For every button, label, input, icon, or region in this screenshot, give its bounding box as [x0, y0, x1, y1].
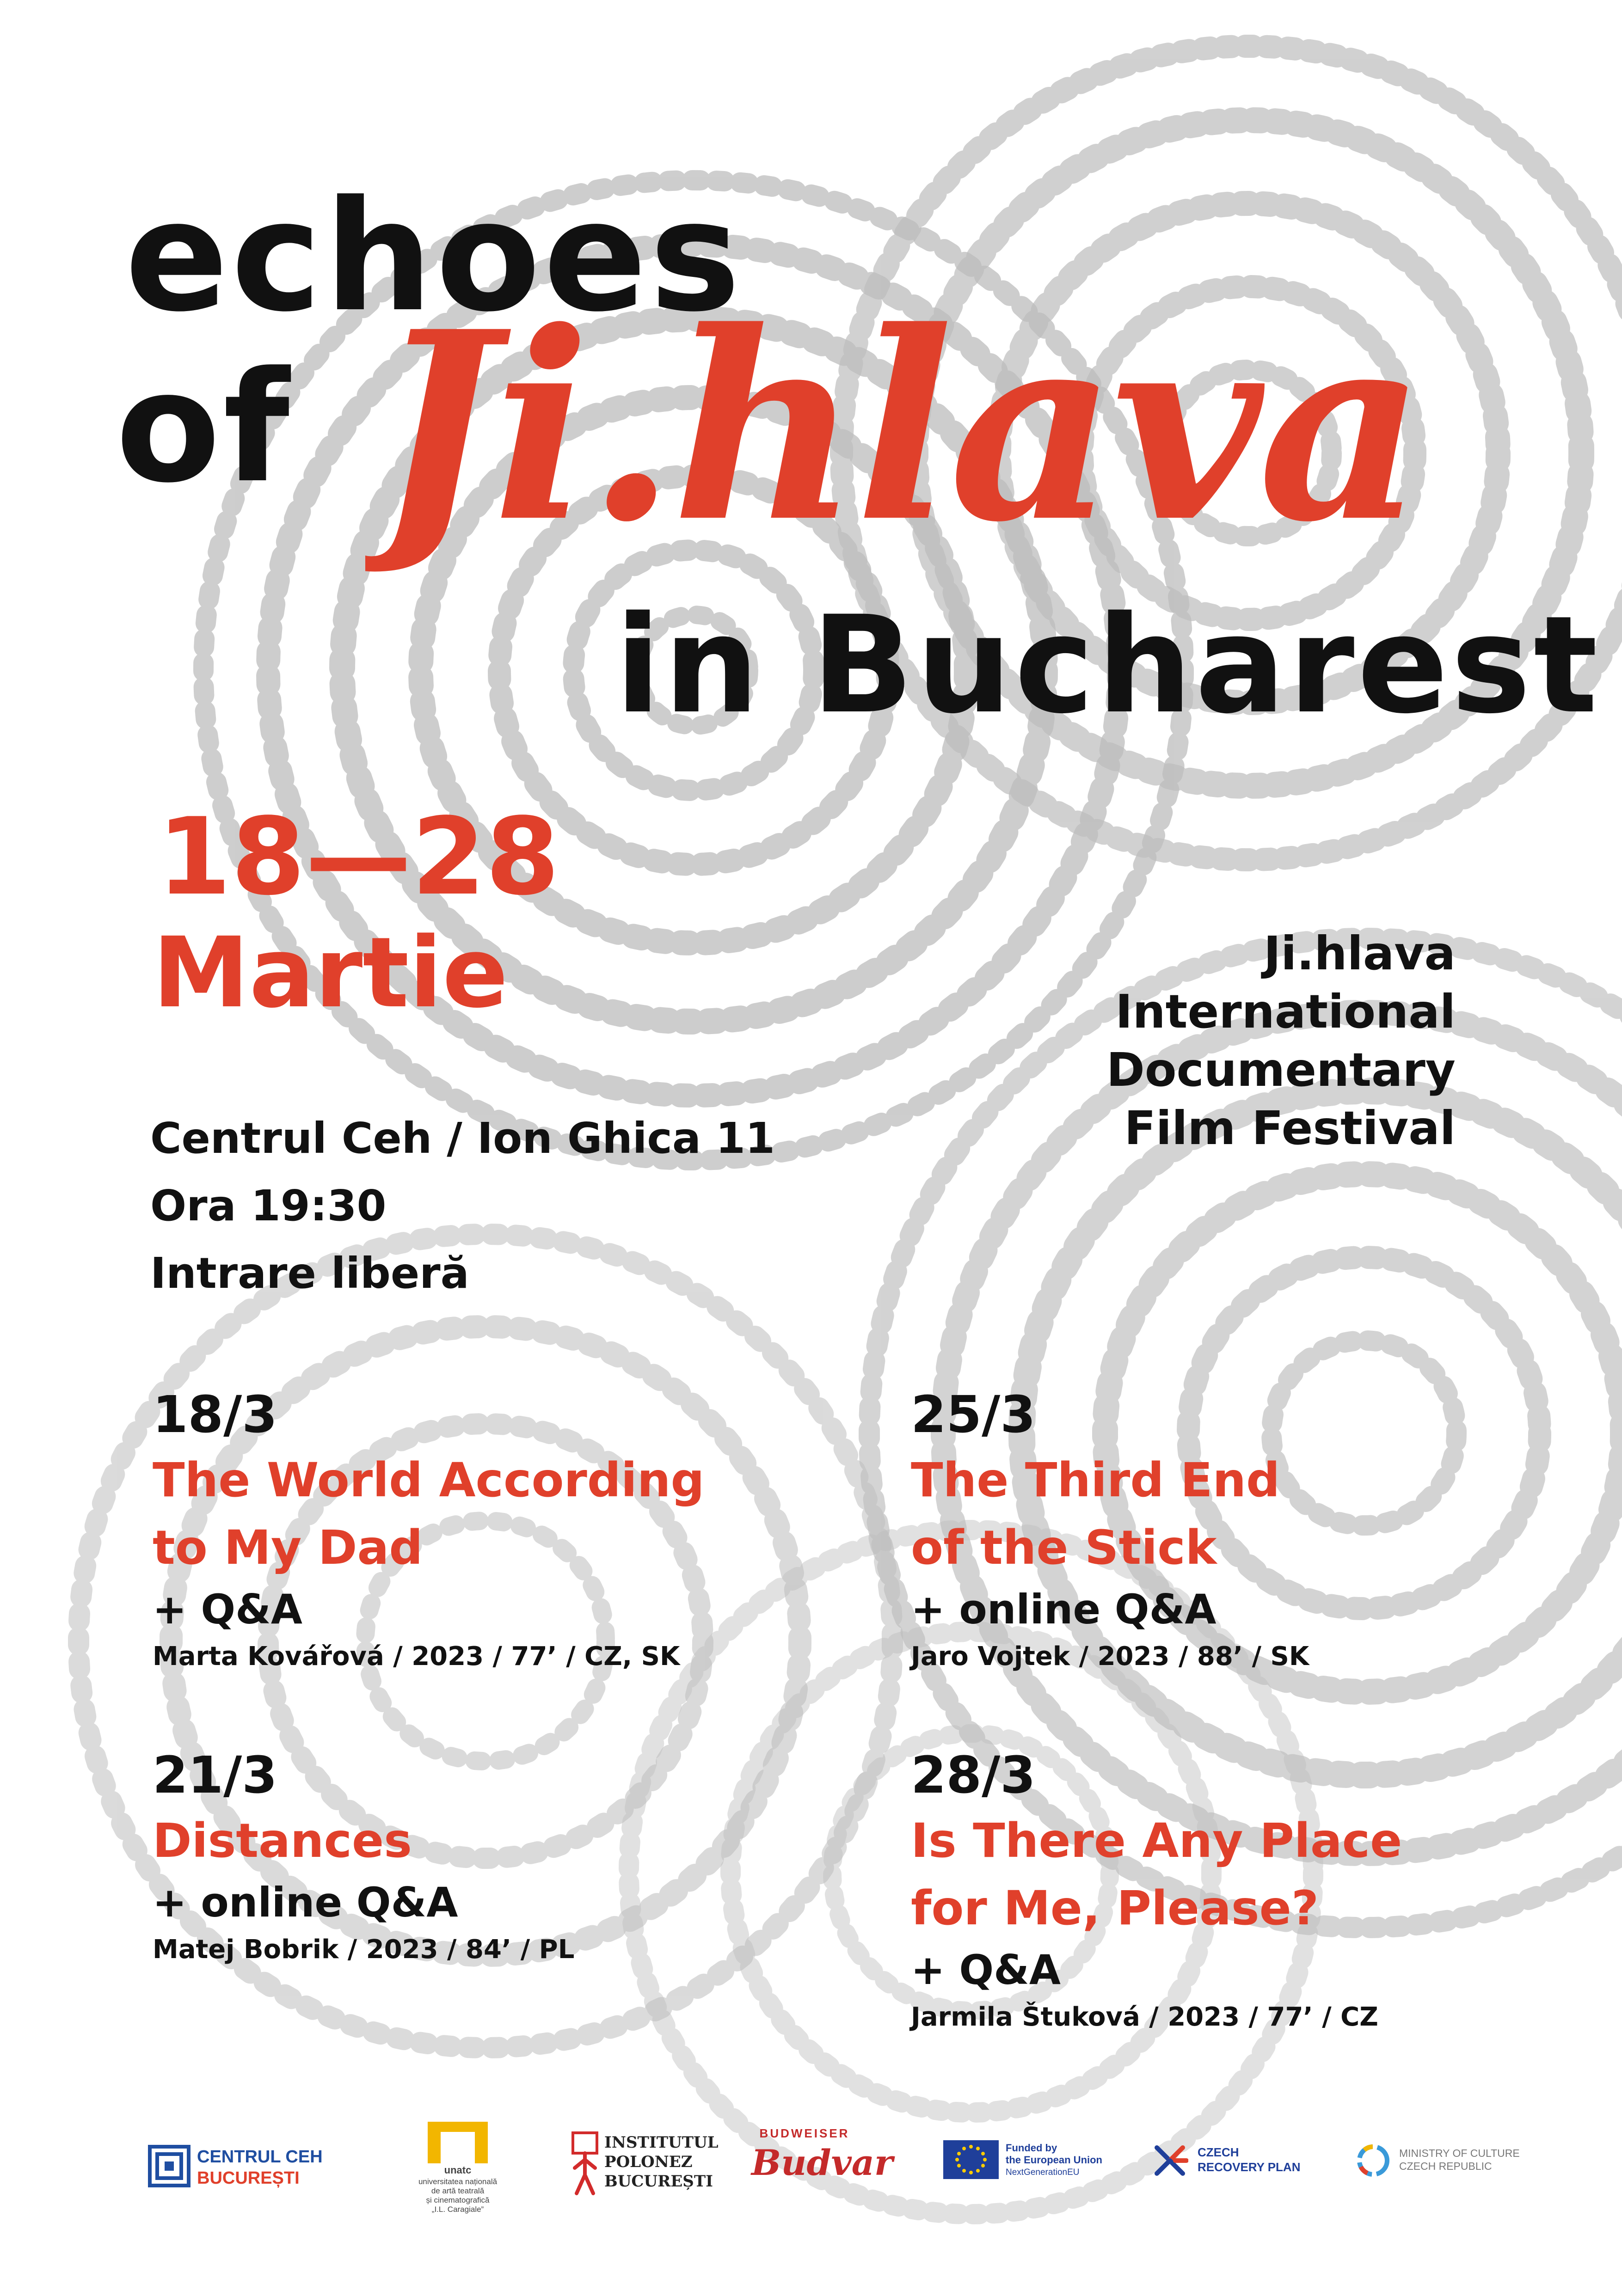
- title-line-of: of: [116, 339, 293, 516]
- unatc-icon: [428, 2122, 488, 2163]
- czech-recovery-plan-logo: [1151, 2140, 1318, 2191]
- centrul-ceh-name: CENTRUL CEH: [197, 2147, 323, 2167]
- institutul-polonez-logo: [571, 2126, 719, 2205]
- event-title-line: Is There Any Place: [911, 1813, 1402, 1868]
- budvar-logo: [751, 2126, 893, 2196]
- polonez-figure-icon: [571, 2131, 599, 2196]
- event-qa: + online Q&A: [153, 1879, 458, 1926]
- event-credit: Matej Bobrik / 2023 / 84’ / PL: [153, 1935, 575, 1965]
- centrul-ceh-logo: [148, 2136, 333, 2200]
- event-qa: + Q&A: [911, 1946, 1061, 1994]
- unatc-subtitle: de artă teatrală: [431, 2186, 485, 2195]
- eu-funding-logo: [943, 2140, 1128, 2191]
- event-title-line: The Third End: [911, 1453, 1280, 1508]
- sponsor-logo-strip: [0, 2122, 1622, 2223]
- event-card: [911, 1382, 1309, 1676]
- event-qa: + online Q&A: [911, 1586, 1216, 1633]
- unatc-subtitle: și cinematografică: [426, 2196, 490, 2204]
- unatc-subtitle: universitatea națională: [418, 2177, 498, 2186]
- festival-line: International: [1115, 985, 1456, 1039]
- polonez-name: INSTITUTUL: [604, 2133, 719, 2152]
- event-card: [153, 1382, 704, 1676]
- event-card: [911, 1743, 1402, 2037]
- unatc-subtitle: „I.L. Caragiale”: [431, 2205, 484, 2214]
- event-card: [153, 1743, 574, 1969]
- eu-funded-by: Funded by: [1006, 2142, 1057, 2154]
- eu-flag-icon: [943, 2140, 999, 2179]
- budvar-wordmark: Budvar: [751, 2142, 893, 2183]
- event-title-line: for Me, Please?: [911, 1881, 1319, 1936]
- entry-note: Intrare liberă: [150, 1249, 469, 1298]
- unatc-name: unatc: [444, 2164, 472, 2176]
- unatc-logo: [402, 2122, 518, 2223]
- event-date: 25/3: [911, 1385, 1036, 1444]
- event-credit: Jaro Vojtek / 2023 / 88’ / SK: [911, 1641, 1309, 1671]
- ministry-name: MINISTRY OF CULTURE: [1399, 2147, 1520, 2159]
- jihlava-brush-text: Ji.hlava: [375, 275, 1421, 579]
- ministry-country: CZECH REPUBLIC: [1399, 2160, 1492, 2172]
- event-qa: + Q&A: [153, 1586, 303, 1633]
- recovery-plan-subtitle: RECOVERY PLAN: [1198, 2160, 1301, 2174]
- event-credit: Jarmila Štuková / 2023 / 77’ / CZ: [911, 2002, 1378, 2032]
- screening-time: Ora 19:30: [150, 1181, 387, 1231]
- venue-address: Centrul Ceh / Ion Ghica 11: [150, 1114, 775, 1163]
- event-date: 21/3: [153, 1745, 277, 1805]
- title-line-echoes: echoes: [125, 168, 743, 345]
- event-date: 28/3: [911, 1745, 1036, 1805]
- festival-line: Documentary: [1106, 1043, 1456, 1097]
- event-title-line: Distances: [153, 1813, 412, 1868]
- ministry-ring-icon: [1355, 2142, 1392, 2179]
- event-title-line: of the Stick: [911, 1520, 1217, 1575]
- festival-name: [1106, 925, 1456, 1157]
- centrul-ceh-city: BUCUREȘTI: [197, 2168, 300, 2188]
- festival-line: Film Festival: [1124, 1101, 1456, 1155]
- event-credit: Marta Kovářová / 2023 / 77’ / CZ, SK: [153, 1641, 680, 1671]
- recovery-plan-icon: [1151, 2142, 1188, 2179]
- event-title-line: to My Dad: [153, 1520, 423, 1575]
- polonez-name: POLONEZ: [604, 2153, 693, 2171]
- eu-union: the European Union: [1006, 2154, 1102, 2166]
- centrul-ceh-icon: [148, 2145, 190, 2187]
- eu-next-generation: NextGenerationEU: [1006, 2167, 1080, 2177]
- event-title-line: The World According: [153, 1453, 705, 1508]
- recovery-plan-title: CZECH: [1198, 2145, 1239, 2159]
- budvar-brand: BUDWEISER: [759, 2126, 850, 2140]
- title-line-in-bucharest: in Bucharest: [615, 588, 1601, 743]
- date-month: Martie: [153, 916, 509, 1029]
- date-range: 18—28: [157, 796, 560, 919]
- venue-info: [150, 1105, 775, 1307]
- festival-line: Ji.hlava: [1263, 926, 1456, 980]
- event-date: 18/3: [153, 1385, 277, 1444]
- polonez-city: BUCUREȘTI: [604, 2172, 713, 2191]
- ministry-of-culture-logo: [1355, 2140, 1530, 2191]
